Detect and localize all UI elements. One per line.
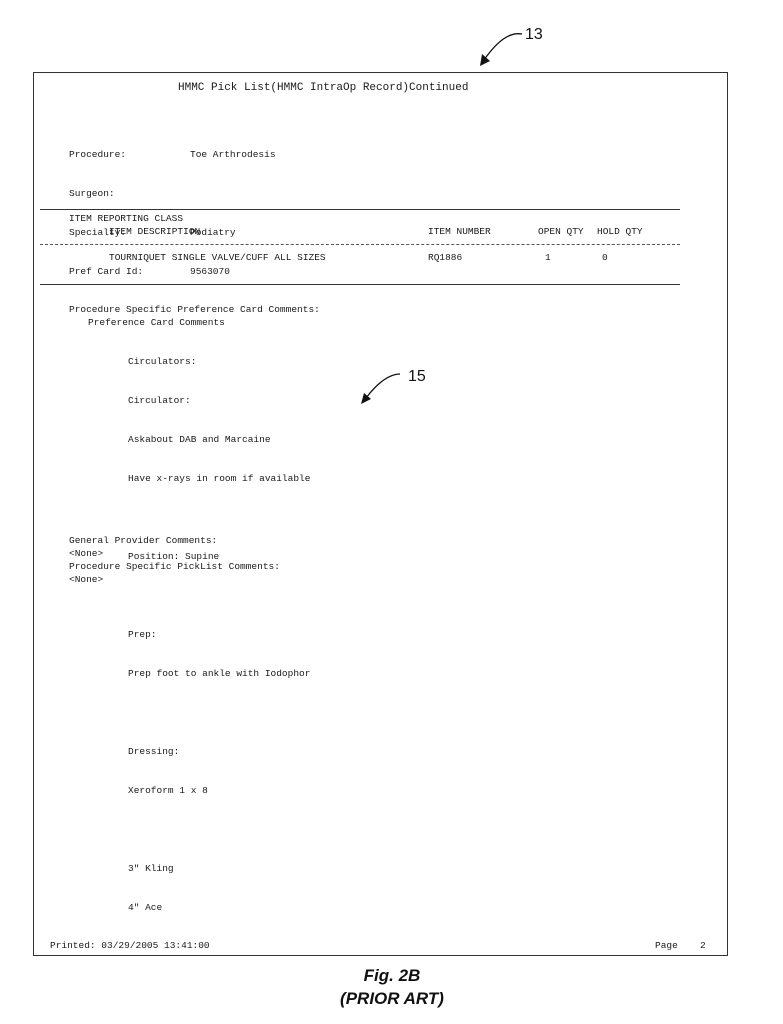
comment-line: Circulators: bbox=[128, 356, 197, 367]
printed-timestamp: Printed: 03/29/2005 13:41:00 bbox=[50, 940, 210, 951]
reference-arrow-13 bbox=[470, 24, 530, 70]
row-open-qty: 1 bbox=[545, 252, 551, 263]
comment-line bbox=[128, 706, 310, 719]
comment-line: Circulator: bbox=[128, 395, 191, 406]
comment-line: Askabout DAB and Marcaine bbox=[128, 434, 271, 445]
figure-label: Fig. 2B bbox=[363, 966, 421, 985]
report-title: HMMC Pick List(HMMC IntraOp Record)Continued bbox=[178, 82, 469, 94]
general-provider-comments-label: General Provider Comments: bbox=[69, 535, 218, 546]
column-header-item-number: ITEM NUMBER bbox=[428, 226, 491, 237]
field-label-pref-card-id: Pref Card Id: bbox=[69, 266, 144, 277]
comment-line: 4" Ace bbox=[128, 902, 163, 913]
table-bottom-rule bbox=[40, 284, 680, 285]
picklist-comments-label: Procedure Specific PickList Comments: bbox=[69, 561, 280, 572]
page-label: Page bbox=[655, 940, 678, 951]
column-header-open-qty: OPEN QTY bbox=[538, 226, 584, 237]
page-number: 2 bbox=[700, 940, 706, 951]
comment-line bbox=[128, 823, 310, 836]
column-header-description: ITEM DESCRIPTION bbox=[109, 226, 201, 237]
reference-numeral-13: 13 bbox=[525, 26, 543, 43]
table-class-header: ITEM REPORTING CLASS bbox=[69, 213, 184, 224]
comment-line: Have x-rays in room if available bbox=[128, 473, 311, 484]
row-item-number: RQ1886 bbox=[428, 252, 463, 263]
comments-section-title: Procedure Specific Preference Card Comments: bbox=[69, 304, 320, 315]
field-value-specialty: Podiatry bbox=[190, 227, 236, 238]
row-description: TOURNIQUET SINGLE VALVE/CUFF ALL SIZES bbox=[109, 252, 326, 263]
table-header-rule bbox=[40, 244, 680, 245]
comment-line: Prep: bbox=[128, 629, 157, 640]
reference-arrow-15 bbox=[356, 366, 406, 408]
field-value-surgeon bbox=[190, 187, 276, 200]
general-provider-comments-value: <None> bbox=[69, 548, 104, 559]
comment-line: Dressing: bbox=[128, 746, 180, 757]
comment-line: Xeroform 1 x 8 bbox=[128, 785, 208, 796]
picklist-comments-value: <None> bbox=[69, 574, 104, 585]
comment-line bbox=[128, 511, 310, 524]
header-labels bbox=[69, 122, 143, 291]
field-label-specialty: Specialty: bbox=[69, 227, 127, 238]
comment-lines bbox=[128, 329, 310, 927]
reference-numeral-15: 15 bbox=[408, 368, 426, 385]
figure-note: (PRIOR ART) bbox=[340, 989, 444, 1008]
field-value-procedure: Toe Arthrodesis bbox=[190, 149, 276, 160]
comments-subsection-title: Preference Card Comments bbox=[88, 317, 225, 328]
table-top-rule bbox=[40, 209, 680, 210]
field-label-procedure: Procedure: bbox=[69, 149, 127, 160]
column-header-hold-qty: HOLD QTY bbox=[597, 226, 643, 237]
header-values bbox=[190, 122, 276, 291]
comment-line: Position: Supine bbox=[128, 551, 220, 562]
comment-line bbox=[128, 589, 310, 602]
comment-line: Prep foot to ankle with Iodophor bbox=[128, 668, 311, 679]
field-label-surgeon: Surgeon: bbox=[69, 188, 115, 199]
comment-line: 3" Kling bbox=[128, 863, 174, 874]
field-value-pref-card-id: 9563070 bbox=[190, 266, 230, 277]
row-hold-qty: 0 bbox=[602, 252, 608, 263]
